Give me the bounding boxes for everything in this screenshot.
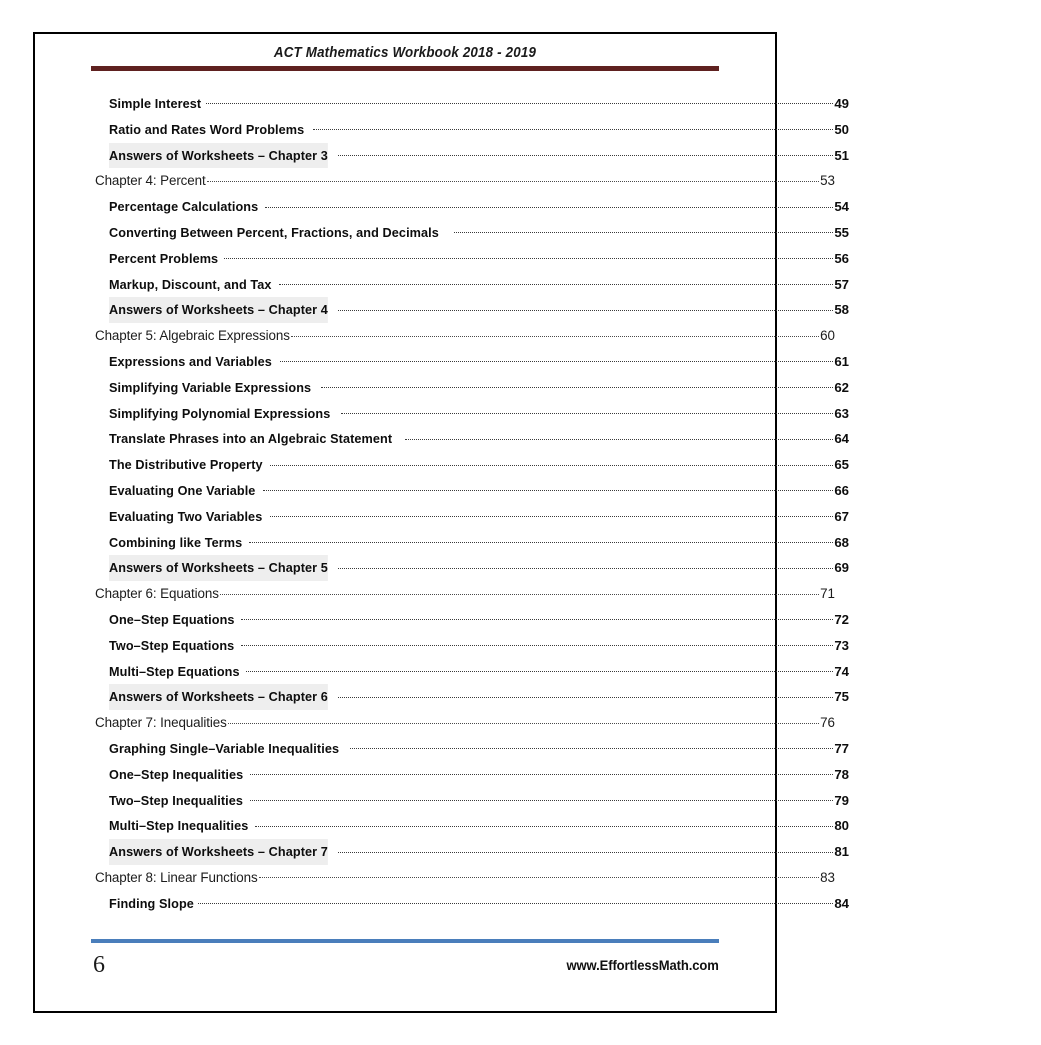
- toc-page-number: 68: [834, 534, 849, 550]
- toc-entry-row[interactable]: [35, 349, 849, 375]
- toc-leader-dots: [220, 582, 819, 598]
- toc-entry-row[interactable]: [35, 91, 849, 117]
- toc-page-number: 71: [820, 586, 835, 602]
- toc-page-number: 78: [834, 766, 849, 782]
- toc-line: [35, 710, 1041, 736]
- document-footer: [91, 939, 719, 978]
- toc-page-number: 55: [834, 224, 849, 240]
- toc-line: [35, 452, 912, 478]
- toc-entry-row[interactable]: [35, 426, 849, 452]
- toc-entry-label: Combining like Terms: [109, 534, 243, 550]
- toc-leader-dots: [246, 660, 833, 676]
- toc-page-number: 50: [834, 121, 849, 137]
- toc-page-number: 57: [834, 276, 849, 292]
- toc-page-number: 72: [834, 611, 849, 627]
- toc-page-number: 84: [834, 895, 849, 911]
- toc-chapter-row[interactable]: [35, 865, 835, 891]
- toc-leader-dots: [405, 427, 833, 443]
- toc-entry-label: Chapter 6: Equations: [95, 586, 219, 602]
- toc-page-number: 77: [834, 740, 849, 756]
- toc-entry-row[interactable]: [35, 762, 849, 788]
- toc-line: [35, 581, 1041, 607]
- toc-line: [35, 788, 912, 814]
- toc-entry-label: Answers of Worksheets – Chapter 4: [109, 297, 328, 323]
- page-border-frame: [33, 32, 849, 1013]
- toc-page-number: 75: [834, 689, 849, 705]
- toc-entry-row[interactable]: [35, 684, 849, 710]
- toc-page-number: 56: [834, 250, 849, 266]
- document-header: [91, 45, 719, 71]
- toc-page-number: 53: [820, 173, 835, 189]
- toc-entry-row[interactable]: [35, 504, 849, 530]
- toc-line: [35, 220, 912, 246]
- toc-entry-label: The Distributive Property: [109, 457, 263, 473]
- table-of-contents: [35, 91, 849, 917]
- toc-line: [35, 736, 912, 762]
- toc-page-number: 62: [834, 379, 849, 395]
- toc-entry-label: Answers of Worksheets – Chapter 5: [109, 555, 328, 581]
- toc-line: [35, 633, 912, 659]
- toc-entry-label: Finding Slope: [109, 895, 194, 911]
- toc-entry-row[interactable]: [35, 297, 849, 323]
- toc-leader-dots: [255, 814, 833, 830]
- footer-divider-rule: [91, 939, 719, 943]
- toc-line: [35, 297, 912, 323]
- toc-page-number: 60: [820, 328, 835, 344]
- toc-entry-row[interactable]: [35, 891, 849, 917]
- toc-leader-dots: [341, 402, 834, 418]
- toc-page-number: 49: [834, 96, 849, 111]
- toc-line: [35, 555, 912, 581]
- toc-entry-row[interactable]: [35, 736, 849, 762]
- toc-page-number: 80: [834, 818, 849, 834]
- toc-entry-label: Percent Problems: [109, 250, 219, 266]
- toc-chapter-row[interactable]: [35, 710, 835, 736]
- footer-page-number: 6: [93, 952, 105, 978]
- toc-page-number: 54: [834, 199, 849, 215]
- toc-entry-label: Translate Phrases into an Algebraic Statement: [109, 431, 393, 447]
- toc-leader-dots: [228, 711, 819, 727]
- toc-line: [35, 246, 912, 272]
- toc-entry-label: Chapter 5: Algebraic Expressions: [95, 328, 290, 344]
- toc-page-number: 65: [834, 457, 849, 473]
- toc-entry-label: Simple Interest: [109, 96, 202, 111]
- footer-row: [91, 952, 719, 978]
- toc-page-number: 61: [834, 353, 849, 369]
- toc-leader-dots: [270, 453, 833, 469]
- toc-entry-label: Percentage Calculations: [109, 199, 259, 215]
- toc-leader-dots: [263, 479, 834, 495]
- toc-page-number: 69: [834, 560, 849, 576]
- toc-entry-row[interactable]: [35, 659, 849, 685]
- toc-entry-row[interactable]: [35, 375, 849, 401]
- toc-entry-label: Markup, Discount, and Tax: [109, 276, 272, 292]
- toc-leader-dots: [338, 144, 833, 160]
- toc-line: [35, 401, 912, 427]
- toc-leader-dots: [338, 685, 833, 701]
- toc-leader-dots: [280, 350, 834, 366]
- toc-leader-dots: [265, 195, 833, 211]
- toc-entry-label: Evaluating One Variable: [109, 482, 256, 498]
- toc-line: [35, 426, 912, 452]
- toc-line: [35, 659, 912, 685]
- toc-leader-dots: [241, 634, 834, 650]
- toc-entry-label: Two–Step Inequalities: [109, 792, 244, 808]
- toc-entry-row[interactable]: [35, 452, 849, 478]
- toc-line: [35, 684, 912, 710]
- toc-leader-dots: [338, 840, 833, 856]
- toc-line: [35, 478, 912, 504]
- toc-leader-dots: [338, 298, 833, 314]
- toc-page-number: 76: [820, 715, 835, 731]
- toc-entry-label: Answers of Worksheets – Chapter 6: [109, 684, 328, 710]
- toc-chapter-row[interactable]: [35, 581, 835, 607]
- toc-entry-label: Evaluating Two Variables: [109, 508, 263, 524]
- toc-entry-label: Chapter 4: Percent: [95, 173, 206, 189]
- toc-line: [35, 839, 912, 865]
- toc-entry-label: Chapter 7: Inequalities: [95, 715, 227, 731]
- toc-leader-dots: [259, 866, 820, 882]
- toc-entry-row[interactable]: [35, 246, 849, 272]
- toc-entry-row[interactable]: [35, 478, 849, 504]
- toc-entry-row[interactable]: [35, 633, 849, 659]
- toc-leader-dots: [291, 324, 819, 340]
- toc-leader-dots: [241, 608, 834, 624]
- toc-entry-label: Two–Step Equations: [109, 637, 235, 653]
- toc-entry-label: Graphing Single–Variable Inequalities: [109, 740, 340, 756]
- toc-entry-label: Ratio and Rates Word Problems: [109, 121, 305, 137]
- toc-chapter-row[interactable]: [35, 323, 835, 349]
- toc-page-number: 81: [834, 844, 849, 860]
- toc-line: [35, 194, 912, 220]
- toc-page-number: 64: [834, 431, 849, 447]
- toc-chapter-row[interactable]: [35, 168, 835, 194]
- page-content-area: [35, 34, 849, 1011]
- toc-line: [35, 323, 1041, 349]
- toc-entry-label: Multi–Step Inequalities: [109, 818, 249, 834]
- toc-line: [35, 375, 912, 401]
- toc-entry-row[interactable]: [35, 788, 849, 814]
- toc-entry-label: Simplifying Variable Expressions: [109, 379, 312, 395]
- toc-line: [35, 91, 912, 117]
- toc-leader-dots: [321, 376, 834, 392]
- toc-line: [35, 504, 912, 530]
- toc-line: [35, 891, 912, 917]
- toc-line: [35, 530, 912, 556]
- toc-line: [35, 349, 912, 375]
- toc-entry-label: Chapter 8: Linear Functions: [95, 869, 258, 885]
- toc-line: [35, 168, 1041, 194]
- toc-entry-label: Converting Between Percent, Fractions, and Decimals: [109, 224, 439, 240]
- toc-entry-label: Answers of Worksheets – Chapter 3: [109, 143, 328, 169]
- toc-entry-row[interactable]: [35, 555, 849, 581]
- toc-entry-label: Simplifying Polynomial Expressions: [109, 405, 331, 421]
- toc-leader-dots: [224, 247, 834, 263]
- toc-page-number: 51: [834, 147, 849, 163]
- toc-leader-dots: [270, 505, 834, 521]
- toc-line: [35, 762, 912, 788]
- toc-leader-dots: [207, 169, 819, 185]
- toc-leader-dots: [279, 273, 833, 289]
- toc-entry-label: Answers of Worksheets – Chapter 7: [109, 839, 328, 865]
- toc-leader-dots: [338, 556, 833, 572]
- toc-page-number: 74: [834, 663, 849, 679]
- toc-leader-dots: [250, 763, 833, 779]
- toc-line: [35, 117, 912, 143]
- toc-page-number: 73: [834, 637, 849, 653]
- toc-entry-row[interactable]: [35, 401, 849, 427]
- toc-line: [35, 607, 912, 633]
- toc-leader-dots: [350, 737, 834, 753]
- toc-entry-row[interactable]: [35, 530, 849, 556]
- toc-entry-row[interactable]: [35, 272, 849, 298]
- page-title: ACT Mathematics Workbook 2018 - 2019: [273, 45, 537, 61]
- toc-page-number: 58: [834, 302, 849, 318]
- toc-leader-dots: [198, 892, 833, 908]
- toc-entry-row[interactable]: [35, 194, 849, 220]
- toc-line: [35, 143, 912, 169]
- toc-page-number: 66: [834, 482, 849, 498]
- toc-entry-row[interactable]: [35, 117, 849, 143]
- toc-entry-row[interactable]: [35, 839, 849, 865]
- toc-entry-label: Multi–Step Equations: [109, 663, 240, 679]
- toc-page-number: 83: [820, 869, 835, 885]
- toc-entry-label: One–Step Equations: [109, 611, 235, 627]
- toc-entry-row[interactable]: [35, 220, 849, 246]
- toc-entry-row[interactable]: [35, 813, 849, 839]
- toc-line: [35, 813, 912, 839]
- toc-page-number: 63: [834, 405, 849, 421]
- footer-website-link[interactable]: www.EffortlessMath.com: [566, 957, 719, 973]
- toc-leader-dots: [250, 789, 834, 805]
- toc-entry-row[interactable]: [35, 143, 849, 169]
- header-divider-rule: [91, 66, 719, 71]
- toc-leader-dots: [454, 221, 834, 237]
- toc-line: [35, 865, 1041, 891]
- toc-entry-label: One–Step Inequalities: [109, 766, 244, 782]
- toc-line: [35, 272, 912, 298]
- toc-leader-dots: [249, 531, 834, 547]
- toc-leader-dots: [206, 92, 833, 108]
- toc-page-number: 79: [834, 792, 849, 808]
- toc-leader-dots: [313, 118, 833, 134]
- toc-entry-row[interactable]: [35, 607, 849, 633]
- toc-page-number: 67: [834, 508, 849, 524]
- toc-entry-label: Expressions and Variables: [109, 353, 272, 369]
